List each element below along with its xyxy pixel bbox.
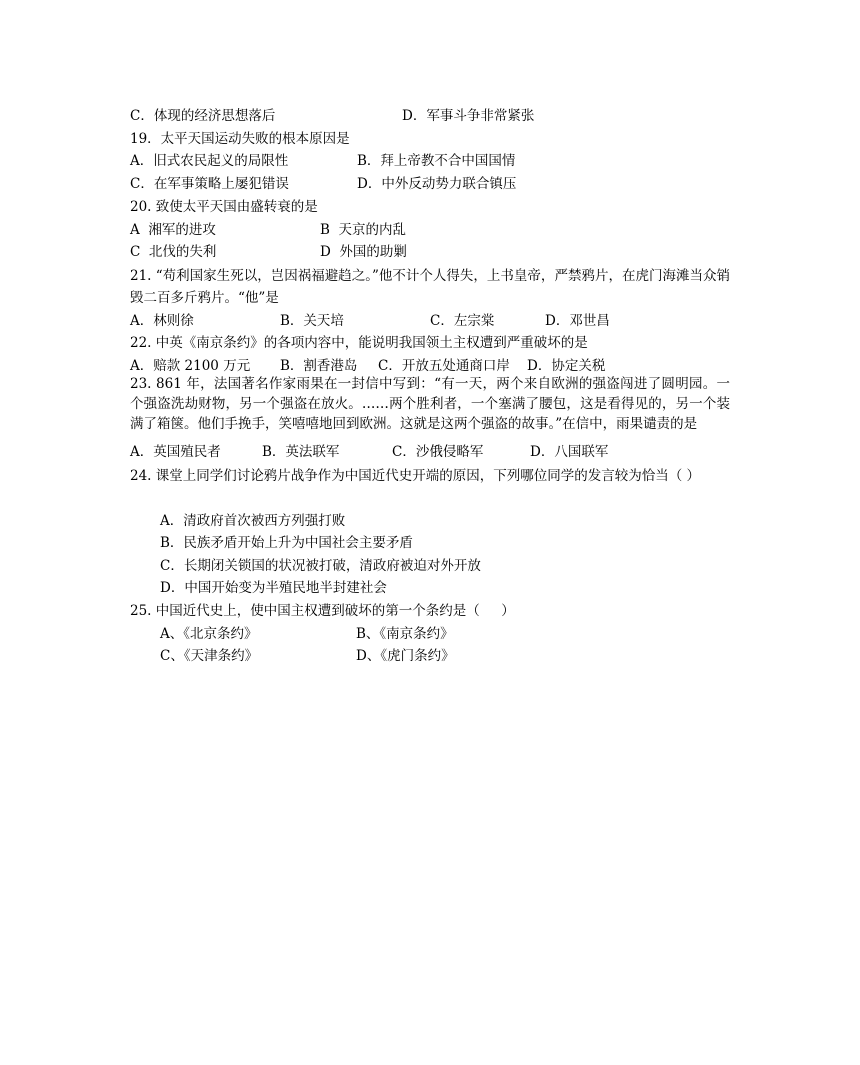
q23-option-d: D．八国联军 — [530, 444, 609, 460]
q25-options-row-2 — [160, 647, 455, 665]
q25-stem: 25. 中国近代史上，使中国主权遭到破坏的第一个条约是（ ） — [130, 603, 515, 619]
q24-stem: 24. 课堂上同学们讨论鸦片战争作为中国近代史开端的原因，下列哪位同学的发言较为恰当（ ） — [130, 468, 701, 484]
q24-option-c: C．长期闭关锁国的状况被打破，清政府被迫对外开放 — [160, 558, 481, 574]
q19-option-d: D．中外反动势力联合镇压 — [357, 176, 517, 192]
q23-option-c: C．沙俄侵略军 — [392, 444, 484, 460]
q22-option-d: D．协定关税 — [527, 358, 606, 374]
q24-option-d: D．中国开始变为半殖民地半封建社会 — [160, 580, 387, 596]
q18-option-c: C．体现的经济思想落后 — [130, 108, 276, 124]
q18-options-row — [130, 107, 535, 125]
q21-option-d: D．邓世昌 — [545, 313, 610, 329]
q20-option-d: D 外国的助剿 — [320, 244, 407, 260]
q22-option-c: C．开放五处通商口岸 — [378, 358, 510, 374]
q25-option-b: B、《南京条约》 — [356, 626, 454, 642]
q21-stem-block — [130, 265, 730, 309]
q20-option-c: C 北伐的失利 — [130, 244, 217, 260]
q23-stem: 23. 861 年，法国著名作家雨果在一封信中写到：“有一天，两个来自欧洲的强盗闯进了圆明园。一个强盗洗劫财物，另一个强盗在放火。……两个胜利者，一个塞满了腰包，这是看得见的，另一个装满了箱箧。他们手挽手，笑嘻嘻地回到欧洲。这就是这两个强盗的故事。”在信中，雨果谴责的是 — [130, 376, 730, 432]
q25-options-row-1 — [160, 625, 454, 643]
q19-option-c: C．在军事策略上屡犯错误 — [130, 176, 289, 192]
q22-option-b: B．割香港岛 — [280, 358, 358, 374]
q22-options-row — [130, 357, 606, 375]
q23-stem-block — [130, 374, 730, 434]
q25-option-a: A、《北京条约》 — [160, 626, 258, 642]
q21-option-c: C．左宗棠 — [430, 313, 495, 329]
q21-option-a: A．林则徐 — [130, 313, 194, 329]
q19-option-b: B．拜上帝教不合中国国情 — [357, 153, 516, 169]
q19-stem: 19．太平天国运动失败的根本原因是 — [130, 131, 350, 147]
q25-option-c: C、《天津条约》 — [160, 648, 259, 664]
q19-options-row-2 — [130, 175, 517, 193]
q24-option-a: A．清政府首次被西方列强打败 — [160, 513, 346, 529]
q24-option-b: B．民族矛盾开始上升为中国社会主要矛盾 — [160, 535, 413, 551]
q20-option-a: A 湘军的进攻 — [130, 222, 216, 238]
q21-options-row — [130, 312, 610, 330]
q24-stem-block — [130, 465, 730, 487]
q20-stem: 20. 致使太平天国由盛转衰的是 — [130, 199, 318, 215]
q22-stem: 22. 中英《南京条约》的各项内容中，能说明我国领土主权遭到严重破坏的是 — [130, 335, 588, 351]
q22-option-a: A．赔款 2100 万元 — [130, 358, 251, 374]
q23-option-b: B．英法联军 — [262, 444, 340, 460]
q20-option-b: B 天京的内乱 — [320, 222, 407, 238]
q23-option-a: A．英国殖民者 — [130, 444, 221, 460]
q21-option-b: B．关天培 — [280, 313, 344, 329]
q18-option-d: D．军事斗争非常紧张 — [402, 108, 535, 124]
q23-options-row — [130, 443, 609, 461]
q19-options-row-1 — [130, 152, 516, 170]
q20-options-row-2 — [130, 243, 407, 261]
q21-stem: 21. “苟利国家生死以，岂因祸福避趋之。”他不计个人得失，上书皇帝，严禁鸦片，在虎门海滩当众销毁二百多斤鸦片。“他”是 — [130, 268, 730, 306]
q25-option-d: D、《虎门条约》 — [356, 648, 455, 664]
q19-option-a: A．旧式农民起义的局限性 — [130, 153, 289, 169]
q20-options-row-1 — [130, 221, 407, 239]
